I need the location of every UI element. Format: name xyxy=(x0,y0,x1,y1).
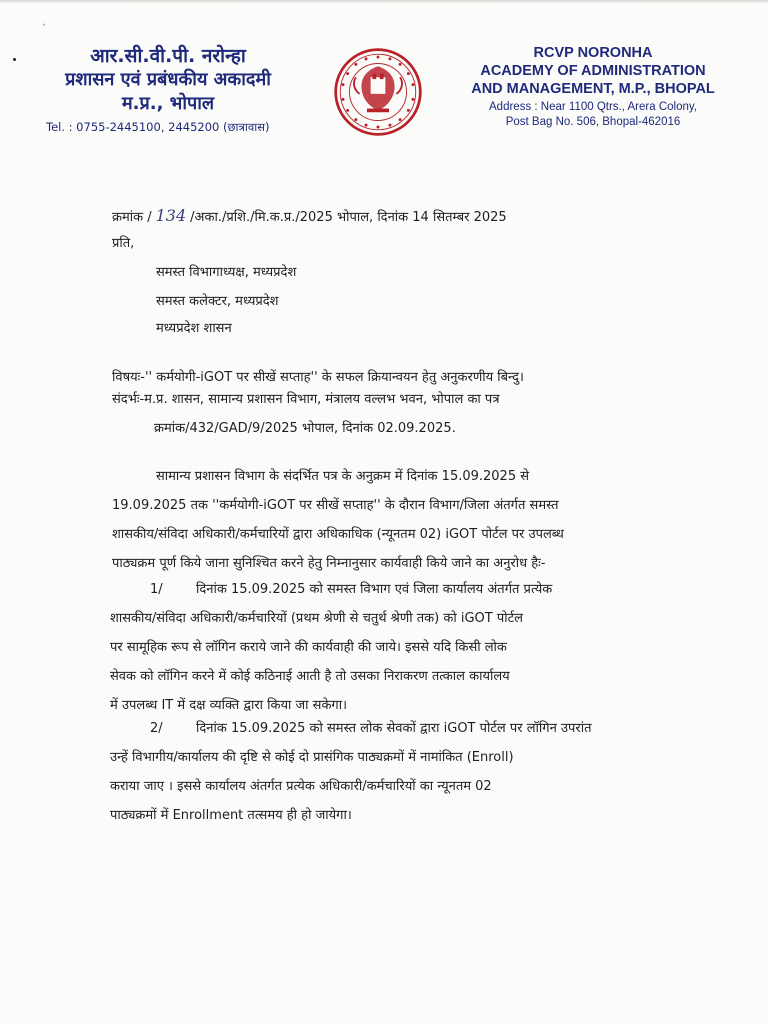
intro-line-4: पाठ्यक्रम पूर्ण किये जाना सुनिश्चित करने हेतु निम्नानुसार कार्यवाही किये जाने का अनुरोध हैः- xyxy=(112,556,546,571)
point-1-paragraph xyxy=(110,575,670,720)
intro-line-2: 19.09.2025 तक ''कर्मयोगी-iGOT पर सीखें सप्ताह'' के दौरान विभाग/जिला अंतर्गत समस्त xyxy=(112,498,559,513)
point-1-line-3: पर सामूहिक रूप से लॉगिन कराये जाने की कार्यवाही की जाये। इससे यदि किसी लोक xyxy=(110,640,507,655)
recipient-2: समस्त कलेक्टर, मध्यप्रदेश xyxy=(156,294,279,309)
ink-dot-mark xyxy=(13,58,16,61)
reference-line xyxy=(112,206,507,225)
point-2-line-2: उन्हें विभागीय/कार्यालय की दृष्टि से कोई दो प्रासंगिक पाठ्यक्रमों में नामांकित (Enroll) xyxy=(110,750,514,765)
context-line-1: संदर्भः-म.प्र. शासन, सामान्य प्रशासन विभाग, मंत्रालय वल्लभ भवन, भोपाल का पत्र xyxy=(112,392,500,407)
header-hindi-line2: प्रशासन एवं प्रबंधकीय अकादमी xyxy=(65,69,271,90)
reference-suffix: /अका./प्रशि./मि.क.प्र./2025 भोपाल, दिनांक 14 सितम्बर 2025 xyxy=(190,210,507,225)
intro-paragraph xyxy=(112,462,672,578)
reference-prefix: क्रमांक / xyxy=(112,210,152,225)
point-1-line-1: 1/ दिनांक 15.09.2025 को समस्त विभाग एवं जिला कार्यालय अंतर्गत प्रत्येक xyxy=(150,575,670,604)
point-2-line-4: पाठ्यक्रमों में Enrollment तत्समय ही हो जायेगा। xyxy=(110,808,352,823)
header-hindi-line3: म.प्र., भोपाल xyxy=(121,93,215,114)
ink-tick-mark: ˋ xyxy=(42,24,47,34)
recipient-3: मध्यप्रदेश शासन xyxy=(156,321,232,336)
header-hindi-line1: आर.सी.वी.पी. नरोन्हा xyxy=(90,45,246,67)
header-telephone: Tel. : 0755-2445100, 2445200 (छात्रावास) xyxy=(46,120,270,134)
to-label: प्रति, xyxy=(112,236,135,251)
header-address-line1: Address : Near 1100 Qtrs., Arera Colony, xyxy=(489,101,697,113)
reference-number-handwritten: 134 xyxy=(155,206,187,225)
header-english-line3: AND MANAGEMENT, M.P., BHOPAL xyxy=(471,81,715,97)
point-2-line-1: 2/ दिनांक 15.09.2025 को समस्त लोक सेवकों द्वारा iGOT पोर्टल पर लॉगिन उपरांत xyxy=(150,714,670,743)
point-1-line-5: में उपलब्ध IT में दक्ष व्यक्ति द्वारा किया जा सकेगा। xyxy=(110,698,348,713)
context-line-2: क्रमांक/432/GAD/9/2025 भोपाल, दिनांक 02.09.2025. xyxy=(154,421,456,436)
point-2-paragraph xyxy=(110,714,670,830)
point-1-line-2: शासकीय/संविदा अधिकारी/कर्मचारियों (प्रथम श्रेणी से चतुर्थ श्रेणी तक) को iGOT पोर्टल xyxy=(110,611,523,626)
subject-line: विषयः-'' कर्मयोगी-iGOT पर सीखें सप्ताह'' के सफल क्रियान्वयन हेतु अनुकरणीय बिन्दु। xyxy=(112,370,524,385)
point-1-line-4: सेवक को लॉगिन करने में कोई कठिनाई आती है तो उसका निराकरण तत्काल कार्यालय xyxy=(110,669,510,684)
point-2-line-3: कराया जाए । इससे कार्यालय अंतर्गत प्रत्येक अधिकारी/कर्मचारियों का न्यूनतम 02 xyxy=(110,779,492,794)
point-1-number: 1/ xyxy=(150,582,163,597)
state-emblem-seal-icon xyxy=(332,46,424,138)
point-2-number: 2/ xyxy=(150,721,163,736)
header-english-line1: RCVP NORONHA xyxy=(533,45,653,61)
header-english-block xyxy=(458,44,728,130)
page-top-edge xyxy=(0,0,768,4)
intro-line-1: सामान्य प्रशासन विभाग के संदर्भित पत्र के अनुक्रम में दिनांक 15.09.2025 से xyxy=(156,469,530,484)
header-english-line2: ACADEMY OF ADMINISTRATION xyxy=(480,63,706,79)
intro-line-3: शासकीय/संविदा अधिकारी/कर्मचारियों द्वारा अधिकाधिक (न्यूनतम 02) iGOT पोर्टल पर उपलब्ध xyxy=(112,527,564,542)
header-hindi-block xyxy=(18,44,318,116)
header-address-line2: Post Bag No. 506, Bhopal-462016 xyxy=(505,116,681,128)
recipient-1: समस्त विभागाध्यक्ष, मध्यप्रदेश xyxy=(156,265,297,280)
